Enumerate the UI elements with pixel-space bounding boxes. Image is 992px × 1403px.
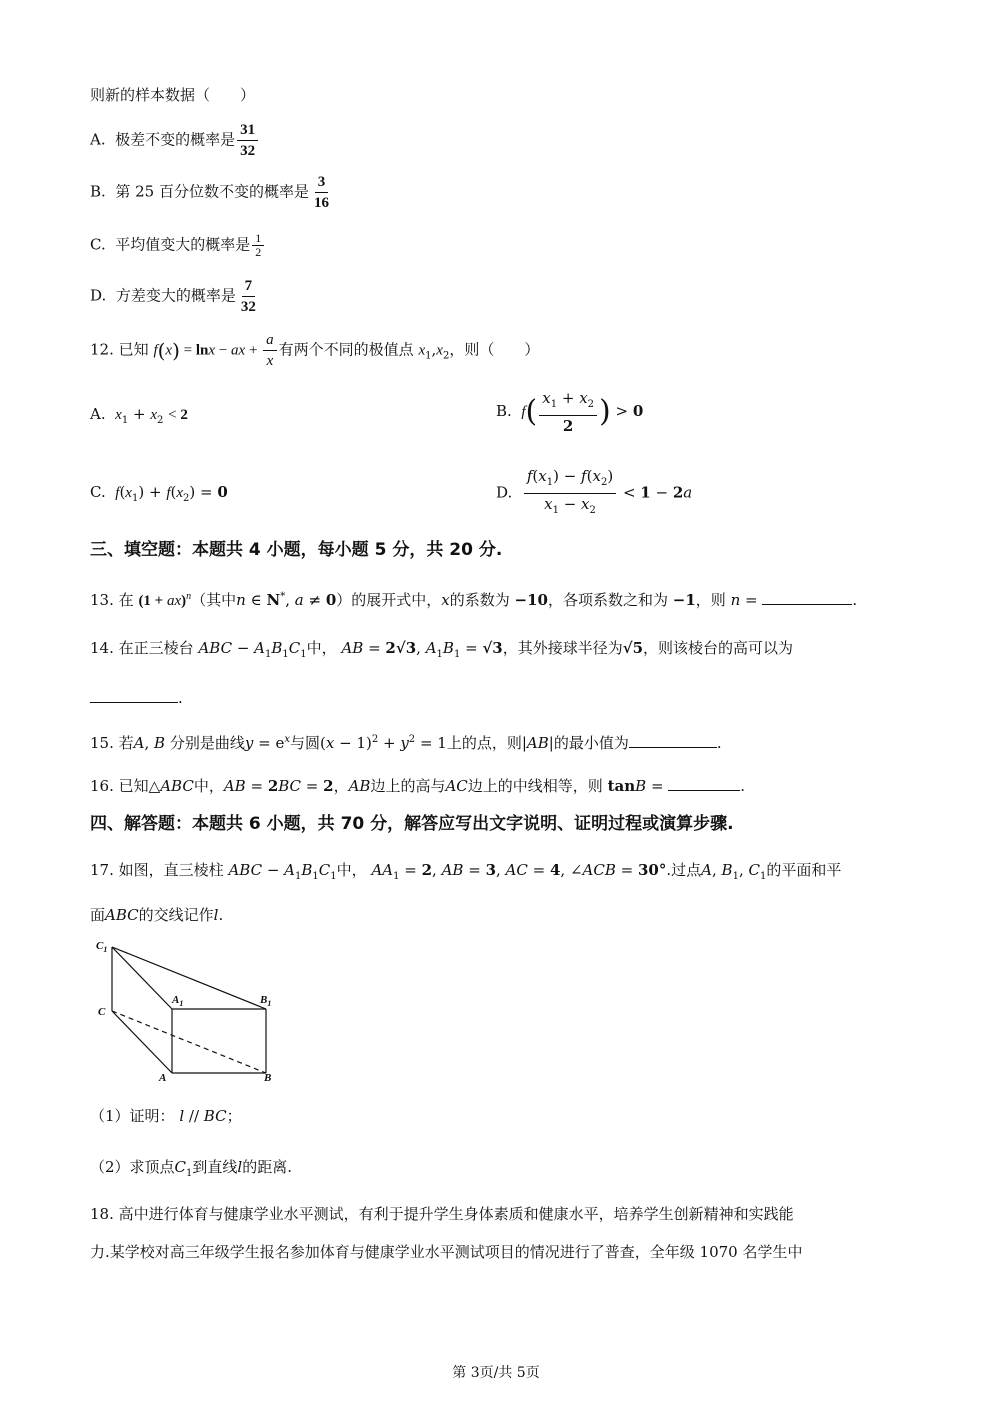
q11-option-a: A. 极差不变的概率是 $\frac{31}{32}$: [90, 120, 260, 161]
label-b: B: [264, 1072, 272, 1084]
label-a1: $A_1$: [172, 994, 184, 1008]
q11-stem: 则新的样本数据（ ）: [90, 86, 256, 104]
option-label: D.: [90, 286, 107, 305]
section-3-heading: 三、填空题：本题共 4 小题，每小题 5 分，共 20 分.: [90, 540, 503, 560]
page-footer: 第 3页/共 5页: [452, 1365, 540, 1381]
edge-c-a: [112, 1011, 172, 1073]
q17-stem-line2: 面ABC的交线记作l.: [90, 906, 224, 924]
option-text: 第 25 百分位数不变的概率是: [115, 182, 309, 201]
edge-c1-a1: [112, 947, 172, 1009]
prism-figure: [90, 935, 290, 1085]
section-4-heading: 四、解答题：本题共 6 小题，共 70 分，解答应写出文字说明、证明过程或演算步骤.: [90, 814, 734, 834]
q14-answer-blank[interactable]: .: [90, 688, 183, 708]
q11-option-c: C. 平均值变大的概率是 $\frac{1}{2}$: [90, 232, 266, 259]
q14: 14. 在正三棱台 ABC − $A_1B_1C_1$中， AB = 2√3, $A_1B_1 = √3$，其外接球半径为√5，则该棱台的高可以为: [90, 639, 794, 660]
option-label: C.: [90, 235, 106, 254]
option-label: A.: [90, 130, 106, 149]
q13: 13. 在 (1 + ax)$^n$（其中n ∈ N*, a ≠ 0）的展开式中，x的系数为 −10，各项系数之和为 −1，则 n = .: [90, 591, 858, 609]
q17-part1: （1）证明： l // BC；: [90, 1107, 242, 1125]
q11-option-d: D. 方差变大的概率是 $\frac{7}{32}$: [90, 278, 256, 315]
q17-stem: 17. 如图，直三棱柱 ABC − $A_1B_1C_1$中， $AA_1 = 2$, AB = 3, AC = 4, ∠ACB = 30°.过点A, $B_1$, $C_1$的平面和平: [90, 861, 842, 882]
option-text: 平均值变大的概率是: [115, 235, 251, 254]
label-b1: $B_1$: [260, 994, 272, 1008]
q12-option-b: B. f( $\frac{x_1 + x_2}{2}$ ) > 0: [496, 389, 644, 435]
option-text: 极差不变的概率是: [115, 130, 236, 149]
q12-option-d: D. $\frac{f(x_1) - f(x_2)}{x_1 - x_2}$ < 1 − 2a: [496, 467, 693, 516]
option-text: 方差变大的概率是: [115, 286, 236, 305]
option-label: B.: [90, 182, 106, 201]
q18-line1: 18. 高中进行体育与健康学业水平测试，有利于提升学生身体素质和健康水平，培养学生创新精神和实践能: [90, 1205, 794, 1223]
q12-option-a: A. $x_1 + x_2 < 2$: [90, 405, 188, 426]
q16: 16. 已知△ABC中，AB = 2BC = 2，AB边上的高与AC边上的中线相等，则 tanB = .: [90, 777, 746, 795]
label-c: C: [98, 1006, 106, 1018]
label-c1: $C_1$: [96, 940, 108, 954]
edge-c-b-hidden: [112, 1011, 266, 1073]
q17-part2: （2）求顶点$C_1$到直线l的距离.: [90, 1158, 293, 1179]
q12-option-c: C. $f(x_1) + f(x_2) = 0$: [90, 483, 228, 504]
q12-stem: 12. 已知 f(x) = lnx − ax + $\frac{a}{x}$ 有两个不同的极值点 $x_1,x_2$，则（ ）: [90, 332, 540, 369]
label-a: A: [159, 1072, 167, 1084]
edge-c1-b1: [112, 947, 266, 1009]
q11-option-b: B. 第 25 百分位数不变的概率是 $\frac{3}{16}$: [90, 174, 329, 211]
q18-line2: 力.某学校对高三年级学生报名参加体育与健康学业水平测试项目的情况进行了普查，全年级 1070 名学生中: [90, 1243, 803, 1261]
q15: 15. 若A, B 分别是曲线$y = e^x$与圆$(x - 1)^2 + y^2 = 1$上的点，则|AB|的最小值为 .: [90, 734, 722, 752]
